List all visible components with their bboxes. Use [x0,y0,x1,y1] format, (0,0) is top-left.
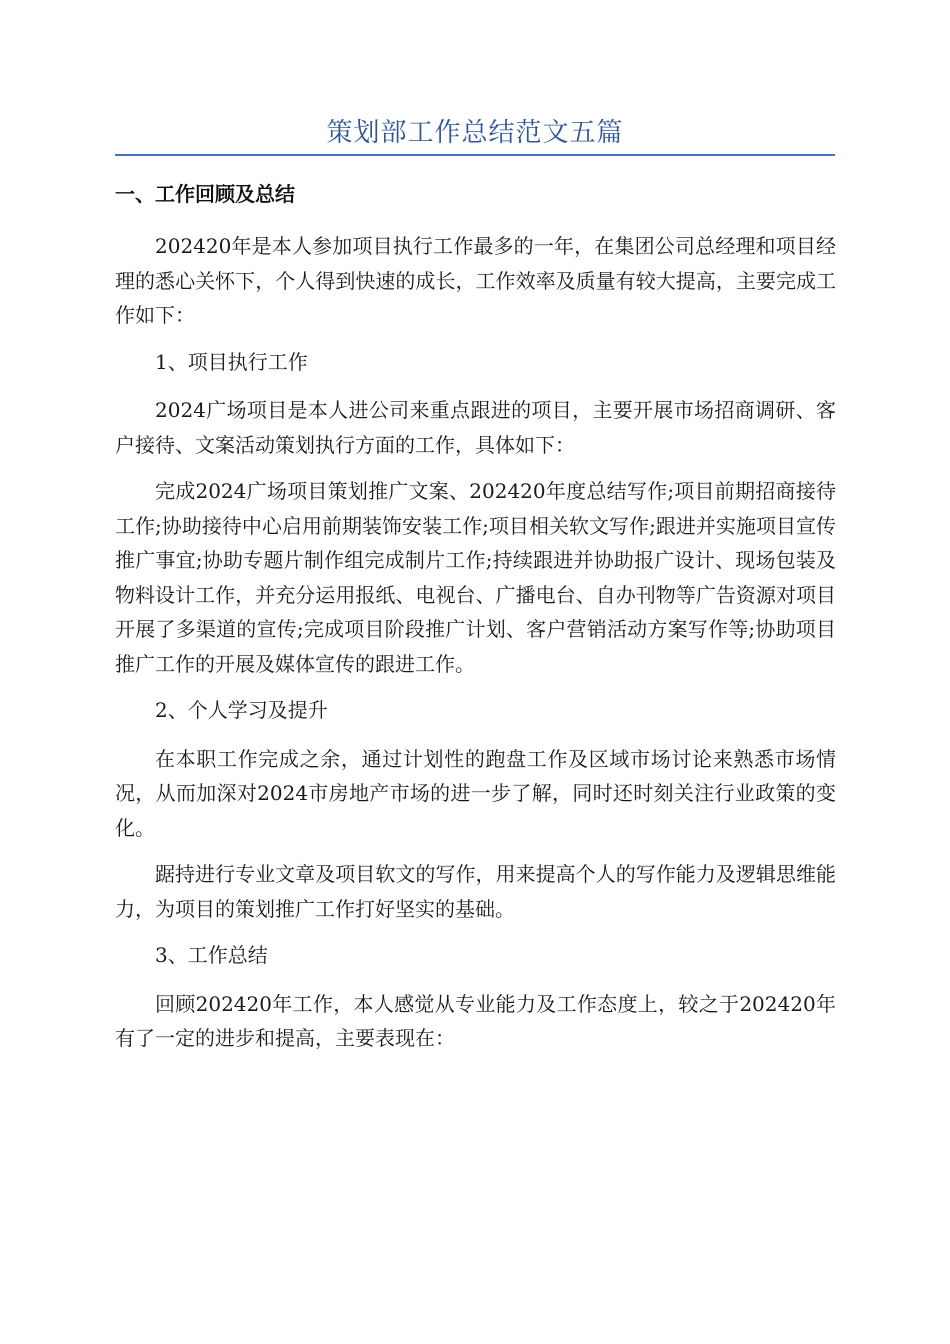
document-body [115,229,836,1068]
paragraph-intro: 202420年是本人参加项目执行工作最多的一年，在集团公司总经理和项目经理的悉心关怀下，个人得到快速的成长，工作效率及质量有较大提高，主要完成工作如下： [115,234,836,327]
document-title: 策划部工作总结范文五篇 [326,118,624,148]
paragraph-market-study: 在本职工作完成之余，通过计划性的跑盘工作及区域市场讨论来熟悉市场情况，从而加深对2024市房地产市场的进一步了解，同时还时刻关注行业政策的变化。 [115,746,836,840]
paragraph-writing-practice: 踞持进行专业文章及项目软文的写作，用来提高个人的写作能力及逻辑思维能力，为项目的策划推广工作打好坚实的基础。 [115,862,836,921]
subheading-work-summary: 3、工作总结 [155,943,268,967]
paragraph-project-overview: 2024广场项目是本人进公司来重点跟进的项目，主要开展市场招商调研、客户接待、文案活动策划执行方面的工作，具体如下： [115,398,836,457]
paragraph-review: 回顾202420年工作，本人感觉从专业能力及工作态度上，较之于202420年有了一定的进步和提高，主要表现在： [115,991,836,1050]
subheading-project-execution: 1、项目执行工作 [155,349,308,374]
paragraph-project-details: 完成2024广场项目策划推广文案、202420年度总结写作;项目前期招商接待工作;协助接待中心启用前期装饰安装工作;项目相关软文写作;跟进并实施项目宣传推广事宜;协助专题片制作组完成制片工作;持续跟进并协助报广设计、现场包装及物料设计工作，并充分运用报纸、电视台、广播电台、自办刊物等广告资源对项目开展了多渠道的宣传;完成项目阶段推广计划、客户营销活动方案写作等;协助项目推广工作的开展及媒体宣传的跟进工作。 [115,479,836,676]
title-underline [115,154,835,156]
section-heading: 一、工作回顾及总结 [115,182,295,206]
subheading-personal-learning: 2、个人学习及提升 [155,698,328,722]
